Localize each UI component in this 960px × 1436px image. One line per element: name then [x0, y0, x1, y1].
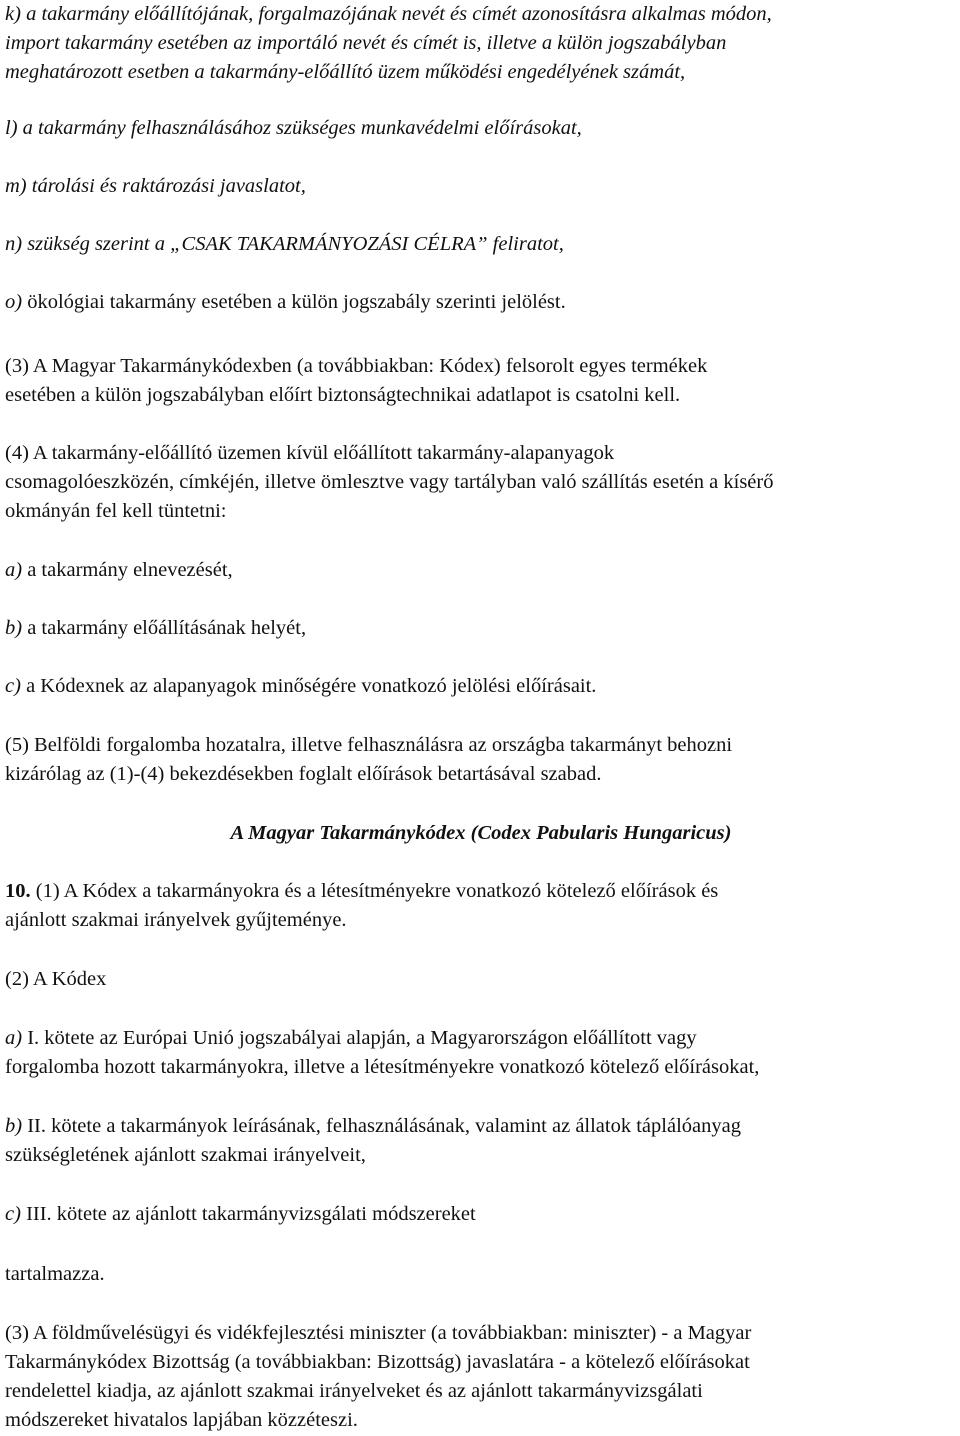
item-n: n) szükség szerint a „CSAK TAKARMÁNYOZÁSI CÉLRA” feliratot,: [5, 233, 564, 255]
item-label: n): [5, 233, 23, 255]
section-10-paragraph-3: (3) A földművelésügyi és vidékfejlesztési miniszter (a továbbiakban: miniszter) - a Magyar Takarmánykódex Bizottság (a továbbiakban: Bizottság) javaslatára - a kötelező előírásokat rendelettel kiadja, az ajánlott szakmai irányelveket és az ajánlott takarmányvizsgálati módszereket hivatalos lapjában közzéteszi.: [5, 1322, 752, 1431]
item-b-second: b) II. kötete a takarmányok leírásának, felhasználásának, valamint az állatok táplálóanyag szükségletének ajánlott szakmai irányelveit,: [5, 1115, 741, 1166]
item-k-line-2: import takarmány esetében az importáló nevét és címét is, illetve a külön jogszabályban: [5, 32, 727, 54]
item-label: b): [5, 617, 23, 639]
item-c-first: c) a Kódexnek az alapanyagok minőségére vonatkozó jelölési előírásait.: [5, 675, 597, 697]
item-a-second: a) I. kötete az Európai Unió jogszabályai alapján, a Magyarországon előállított vagy forgalomba hozott takarmányokra, illetve a létesítményekre vonatkozó kötelező előírásokat,: [5, 1027, 760, 1078]
item-a-first: a) a takarmány elnevezését,: [5, 559, 233, 581]
item-label: k): [5, 3, 21, 25]
item-c-second: c) III. kötete az ajánlott takarmányvizsgálati módszereket: [5, 1203, 476, 1225]
closing-word: tartalmazza.: [5, 1263, 105, 1285]
item-label: c): [5, 675, 21, 697]
paragraph-5: (5) Belföldi forgalomba hozatalra, illetve felhasználásra az országba takarmányt behozni kizárólag az (1)-(4) bekezdésekben foglalt előírások betartásával szabad.: [5, 734, 733, 785]
section-heading: A Magyar Takarmánykódex (Codex Pabularis Hungaricus): [230, 822, 732, 844]
section-10-paragraph-1: 10. (1) A Kódex a takarmányokra és a létesítményekre vonatkozó kötelező előírások és ajánlott szakmai irányelvek gyűjteménye.: [5, 880, 719, 931]
item-l: l) a takarmány felhasználásához szükséges munkavédelmi előírásokat,: [5, 117, 582, 139]
item-label: a): [5, 1027, 23, 1049]
item-label: c): [5, 1203, 21, 1225]
section-10-paragraph-2: (2) A Kódex: [5, 968, 107, 990]
section-number: 10.: [5, 880, 31, 902]
item-label: m): [5, 175, 27, 197]
paragraph-3: (3) A Magyar Takarmánykódexben (a továbbiakban: Kódex) felsorolt egyes termékek esetében a külön jogszabályban előírt biztonságtechnikai adatlapot is csatolni kell.: [5, 355, 708, 406]
item-b-first: b) a takarmány előállításának helyét,: [5, 617, 307, 639]
paragraph-4: (4) A takarmány-előállító üzemen kívül előállított takarmány-alapanyagok csomagolóeszközén, címkéjén, illetve ömlesztve vagy tartályban való szállítás esetén a kísérő okmányán fel kell tüntetni:: [5, 442, 774, 522]
item-m: m) tárolási és raktározási javaslatot,: [5, 175, 306, 197]
item-label: o): [5, 291, 23, 313]
item-k: [5, 0, 772, 87]
item-o: o) ökológiai takarmány esetében a külön jogszabály szerinti jelölést.: [5, 291, 566, 313]
item-label: a): [5, 559, 23, 581]
item-k-line-1: k) a takarmány előállítójának, forgalmazójának nevét és címét azonosításra alkalmas módon,: [5, 3, 772, 25]
item-label: l): [5, 117, 18, 139]
item-k-line-3: meghatározott esetben a takarmány-előállító üzem működési engedélyének számát,: [5, 61, 686, 83]
item-label: b): [5, 1115, 23, 1137]
